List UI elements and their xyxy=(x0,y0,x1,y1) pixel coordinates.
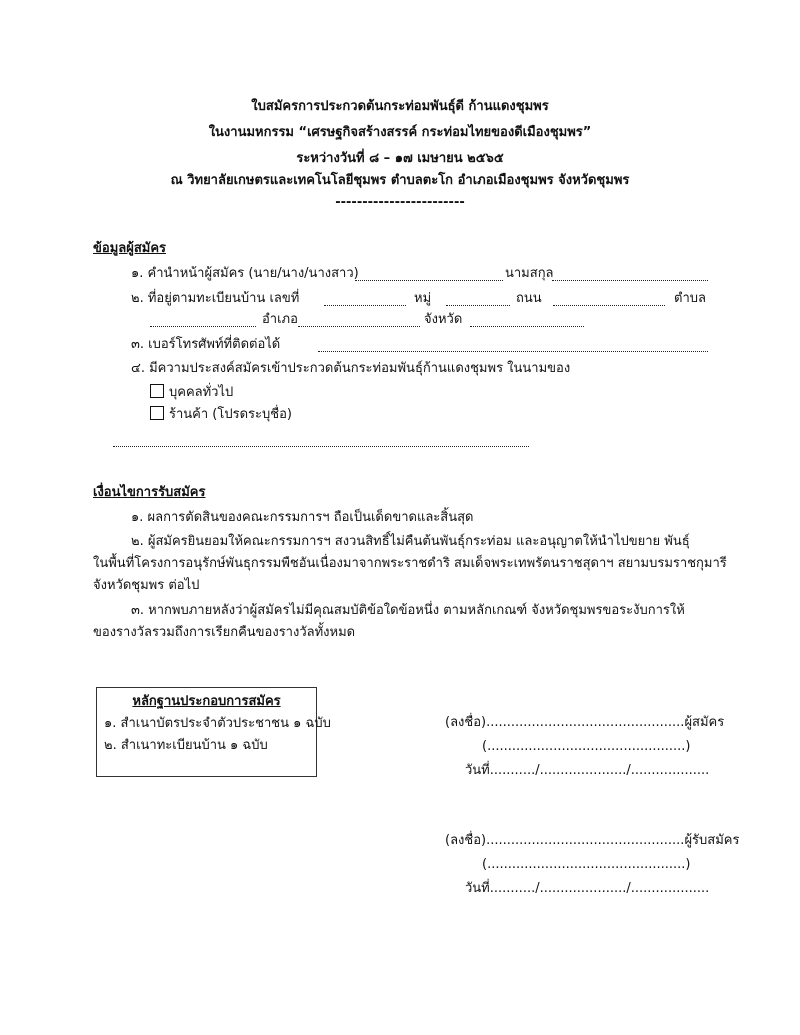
amphoe-field[interactable] xyxy=(298,326,420,327)
evidence-item-1: ๑. สำเนาบัตรประจำตัวประชาชน ๑ ฉบับ xyxy=(104,716,331,731)
header-separator: ------------------------ xyxy=(335,195,465,210)
applicant-name-line[interactable]: (................................................) xyxy=(482,739,691,754)
evidence-item-2: ๒. สำเนาทะเบียนบ้าน ๑ ฉบับ xyxy=(104,738,268,753)
evidence-heading: หลักฐานประกอบการสมัคร xyxy=(132,694,281,709)
moo-label: หมู่ xyxy=(414,291,432,306)
province-label: จังหวัด xyxy=(424,312,463,327)
applicant-signature-line[interactable]: (ลงชื่อ)................................................ผู้สมัคร xyxy=(445,715,725,730)
condition-1: ๑. ผลการตัดสินของคณะกรรมการฯ ถือเป็นเด็ดขาดและสิ้นสุด xyxy=(131,510,474,525)
address-label: ๒. ที่อยู่ตามทะเบียนบ้าน เลขที่ xyxy=(131,291,300,306)
tambon-label: ตำบล xyxy=(674,291,706,306)
title-prefix-label: ๑. คำนำหน้าผู้สมัคร (นาย/นาง/นางสาว) xyxy=(131,266,359,281)
tambon-field[interactable] xyxy=(150,326,256,327)
surname-field[interactable] xyxy=(552,280,708,281)
shop-name-field[interactable] xyxy=(113,446,529,447)
province-field[interactable] xyxy=(470,326,584,327)
option-shop-label: ร้านค้า (โปรดระบุชื่อ) xyxy=(169,407,292,422)
condition-2-line-3: จังหวัดชุมพร ต่อไป xyxy=(93,578,200,593)
moo-field[interactable] xyxy=(446,305,510,306)
receiver-name-line[interactable]: (................................................) xyxy=(482,857,691,872)
shop-checkbox[interactable] xyxy=(150,406,164,420)
general-checkbox[interactable] xyxy=(150,384,164,398)
amphoe-label: อำเภอ xyxy=(262,312,298,327)
phone-label: ๓. เบอร์โทรศัพท์ที่ติดต่อได้ xyxy=(131,337,281,352)
option-general-label: บุคคลทั่วไป xyxy=(169,385,234,400)
condition-3-line-2: ของรางวัลรวมถึงการเรียกคืนของรางวัลทั้งหมด xyxy=(93,625,356,640)
condition-3-line-1: ๓. หากพบภายหลังว่าผู้สมัครไม่มีคุณสมบัติข้อใดข้อหนึ่ง ตามหลักเกณฑ์ จังหวัดชุมพรขอระงับการให้ xyxy=(131,603,685,618)
entry-type-label: ๔. มีความประสงค์สมัครเข้าประกวดต้นกระท่อมพันธุ์ก้านแดงชุมพร ในนามของ xyxy=(131,361,571,376)
receiver-signature-line[interactable]: (ลงชื่อ)................................................ผู้รับสมัคร xyxy=(445,833,740,848)
applicant-date-line[interactable]: วันที่.........../...................../................... xyxy=(465,763,710,778)
first-name-field[interactable] xyxy=(355,280,503,281)
option-shop-row[interactable] xyxy=(150,406,292,424)
form-title: ใบสมัครการประกวดต้นกระท่อมพันธุ์ดี ก้านแดงชุมพร xyxy=(251,99,549,114)
event-name: ในงานมหกรรม “เศรษฐกิจสร้างสรรค์ กระท่อมไทยของดีเมืองชุมพร” xyxy=(208,125,592,140)
option-general-row[interactable] xyxy=(150,384,233,402)
phone-field[interactable] xyxy=(318,351,708,352)
house-number-field[interactable] xyxy=(324,305,406,306)
receiver-date-line[interactable]: วันที่.........../...................../................... xyxy=(465,881,710,896)
applicant-heading: ข้อมูลผู้สมัคร xyxy=(93,241,167,256)
road-field[interactable] xyxy=(553,305,665,306)
condition-2-line-2: ในพื้นที่โครงการอนุรักษ์พันธุกรรมพืชอันเนื่องมาจากพระราชดำริ สมเด็จพระเทพรัตนราชสุดาฯ สยามบรมราชกุมารี xyxy=(93,556,727,571)
conditions-heading: เงื่อนไขการรับสมัคร xyxy=(93,485,206,500)
condition-2-line-1: ๒. ผู้สมัครยินยอมให้คณะกรรมการฯ สงวนสิทธิ์ไม่คืนต้นพันธุ์กระท่อม และอนุญาตให้นำไปขยาย พันธุ์ xyxy=(131,534,690,549)
road-label: ถนน xyxy=(516,291,542,306)
event-venue: ณ วิทยาลัยเกษตรและเทคโนโลยีชุมพร ตำบลตะโก อำเภอเมืองชุมพร จังหวัดชุมพร xyxy=(170,173,630,188)
surname-label: นามสกุล xyxy=(505,266,554,281)
event-dates: ระหว่างวันที่ ๘ – ๑๗ เมษายน ๒๕๖๕ xyxy=(296,151,504,166)
